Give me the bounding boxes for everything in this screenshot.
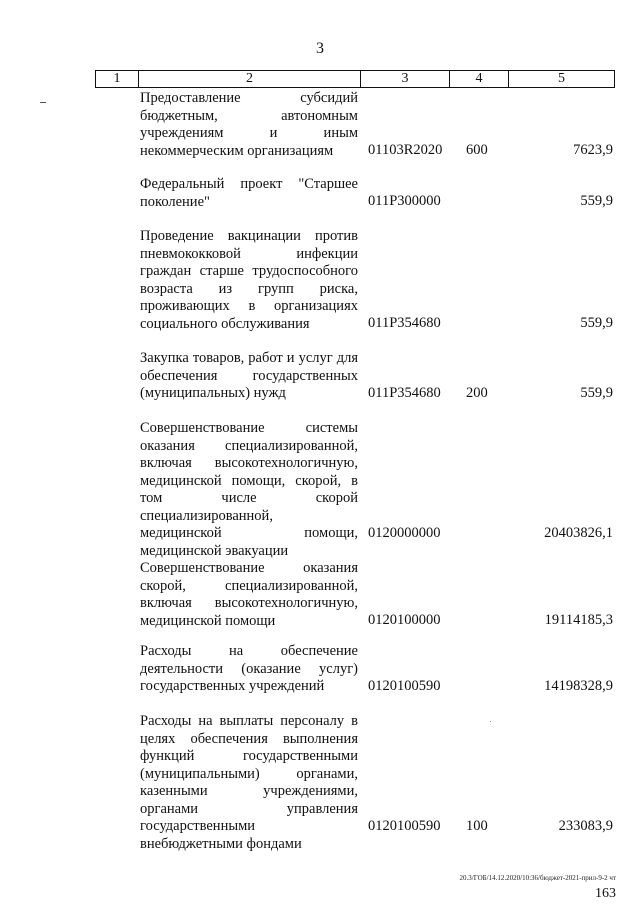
row-target-code: 01103R2020 xyxy=(368,142,443,158)
row-target-code: 011P354680 xyxy=(368,385,441,401)
row-description: Проведение вакцинации против пневмококковой инфекции граждан старше трудоспособного возраста из групп риска, проживающих в организациях социального обслуживания xyxy=(140,228,358,332)
table-header xyxy=(95,70,615,88)
header-col-4: 4 xyxy=(450,71,509,87)
row-description: Расходы на выплаты персоналу в целях обеспечения выполнения функций государственными (муниципальными) органами, казенными учреждениями, органами управления государственными внебюджетными фондами xyxy=(140,713,358,852)
header-col-3: 3 xyxy=(361,71,450,87)
row-expense-type: 100 xyxy=(466,818,488,834)
row-amount: 7623,9 xyxy=(573,142,613,158)
footer-page-number: 163 xyxy=(595,886,616,901)
row-target-code: 011P300000 xyxy=(368,193,441,209)
row-amount: 559,9 xyxy=(580,385,613,401)
row-description: Совершенствование оказания скорой, специализированной, включая высокотехнологичную, медицинской помощи xyxy=(140,560,358,629)
row-description: Предоставление субсидий бюджетным, автономным учреждениям и иным некоммерческим организациям xyxy=(140,90,358,159)
row-amount: 559,9 xyxy=(580,193,613,209)
page-number: 3 xyxy=(316,40,324,57)
header-col-5: 5 xyxy=(558,71,565,86)
row-target-code: 0120100590 xyxy=(368,678,441,694)
row-target-code: 011P354680 xyxy=(368,315,441,331)
row-description: Совершенствование системы оказания специализированной, включая высокотехнологичную, медицинской помощи, скорой, в том числе скорой специализированной, медицинской помощи, медицинской эвакуации xyxy=(140,420,358,559)
row-target-code: 0120100590 xyxy=(368,818,441,834)
header-col-2: 2 xyxy=(139,71,361,87)
row-description: Федеральный проект "Старшее поколение" xyxy=(140,176,358,210)
row-amount: 19114185,3 xyxy=(544,612,613,628)
row-description: Расходы на обеспечение деятельности (оказание услуг) государственных учреждений xyxy=(140,643,358,694)
row-amount: 559,9 xyxy=(580,315,613,331)
row-amount: 233083,9 xyxy=(558,818,613,834)
margin-mark xyxy=(40,102,46,103)
row-amount: 14198328,9 xyxy=(544,678,613,694)
scan-speck xyxy=(490,721,491,722)
row-target-code: 0120000000 xyxy=(368,525,441,541)
header-col-1: 1 xyxy=(96,71,139,87)
row-expense-type: 600 xyxy=(466,142,488,158)
row-description: Закупка товаров, работ и услуг для обеспечения государственных (муниципальных) нужд xyxy=(140,350,358,401)
row-expense-type: 200 xyxy=(466,385,488,401)
document-footer-id: 20.3/ГОБ/14.12.2020/10:36/бюджет-2021-прил-9-2 чт xyxy=(459,874,616,882)
row-target-code: 0120100000 xyxy=(368,612,441,628)
row-amount: 20403826,1 xyxy=(544,525,613,541)
